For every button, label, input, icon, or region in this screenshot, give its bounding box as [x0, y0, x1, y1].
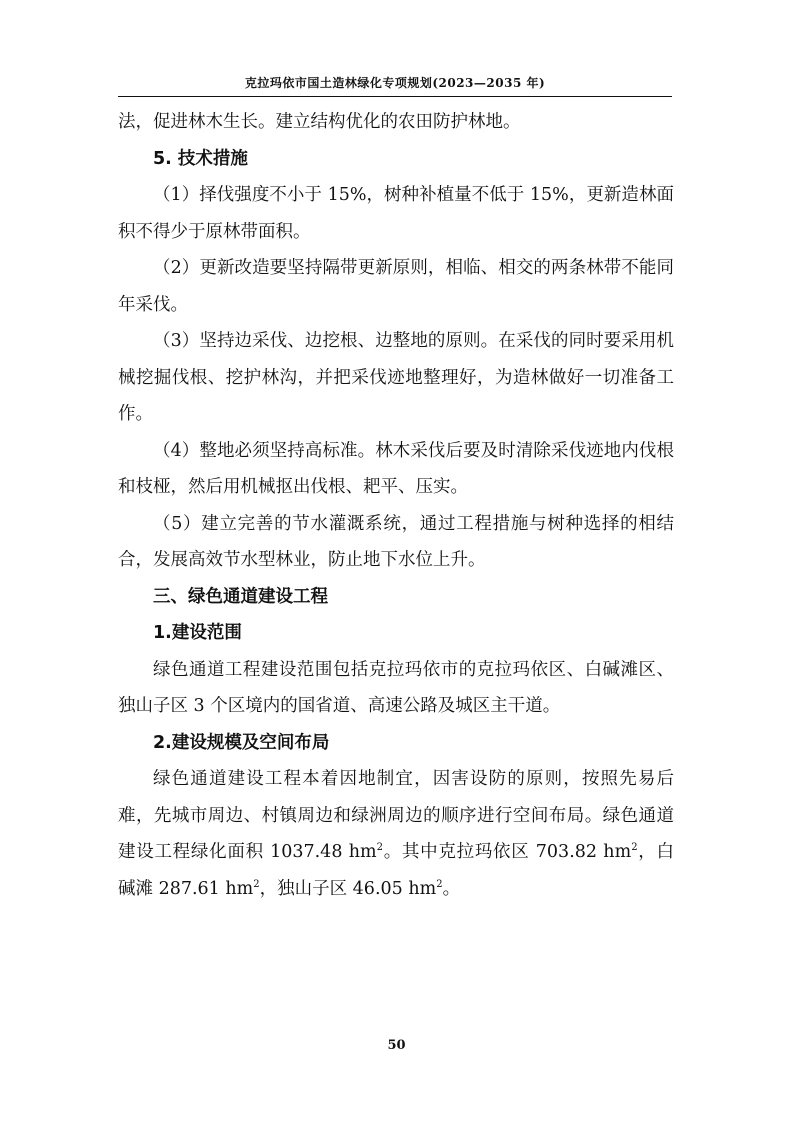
section-heading-scope: 1.建设范围 [153, 623, 242, 643]
section-heading-technical-measures: 5. 技术措施 [153, 148, 248, 169]
superscript-2: 2 [376, 842, 383, 854]
scale-text-e: 。 [442, 878, 461, 899]
page-body [118, 104, 674, 907]
chapter-heading-green-corridor: 三、绿色通道建设工程 [153, 586, 328, 607]
superscript-2: 2 [436, 878, 443, 890]
header-rule [118, 96, 672, 97]
superscript-2: 2 [253, 878, 260, 890]
measure-paragraph-5: （5）建立完善的节水灌溉系统，通过工程措施与树种选择的相结合，发展高效节水型林业，防止地下水位上升。 [118, 513, 674, 570]
scale-text-d: ，独山子区 46.05 hm [259, 878, 437, 899]
scale-text-c: ，白碱滩 287.61 hm [118, 842, 675, 899]
scale-text-b: 。其中克拉玛依区 703.82 hm [382, 842, 632, 862]
measure-paragraph-3: （3）坚持边采伐、边挖根、边整地的原则。在采伐的同时要采用机械挖掘伐根、挖护林沟，并把采伐迹地整理好，为造林做好一切准备工作。 [118, 331, 674, 424]
scope-paragraph: 绿色通道工程建设范围包括克拉玛依市的克拉玛依区、白碱滩区、独山子区 3 个区境内的国省道、高速公路及城区主干道。 [118, 659, 674, 716]
scale-text-a: 绿色通道建设工程本着因地制宜，因害设防的原则，按照先易后难，先城市周边、村镇周边和绿洲周边的顺序进行空间布局。绿色通道建设工程绿化面积 1037.48 hm [118, 769, 674, 862]
section-heading-scale-layout: 2.建设规模及空间布局 [153, 732, 330, 753]
measure-paragraph-4: （4）整地必须坚持高标准。林木采伐后要及时清除采伐迹地内伐根和枝桠，然后用机械抠出伐根、耙平、压实。 [118, 440, 674, 497]
measure-paragraph-2: （2）更新改造要坚持隔带更新原则，相临、相交的两条林带不能同年采伐。 [118, 258, 674, 315]
superscript-2: 2 [631, 842, 638, 854]
scale-layout-paragraph [118, 761, 674, 907]
page-number: 50 [387, 1038, 406, 1053]
running-header: 克拉玛依市国土造林绿化专项规划(2023—2035 年) [244, 76, 546, 90]
continuation-paragraph: 法，促进林木生长。建立结构优化的农田防护林地。 [118, 112, 521, 132]
measure-paragraph-1: （1）择伐强度不小于 15%，树种补植量不低于 15%，更新造林面积不得少于原林带面积。 [118, 185, 674, 242]
